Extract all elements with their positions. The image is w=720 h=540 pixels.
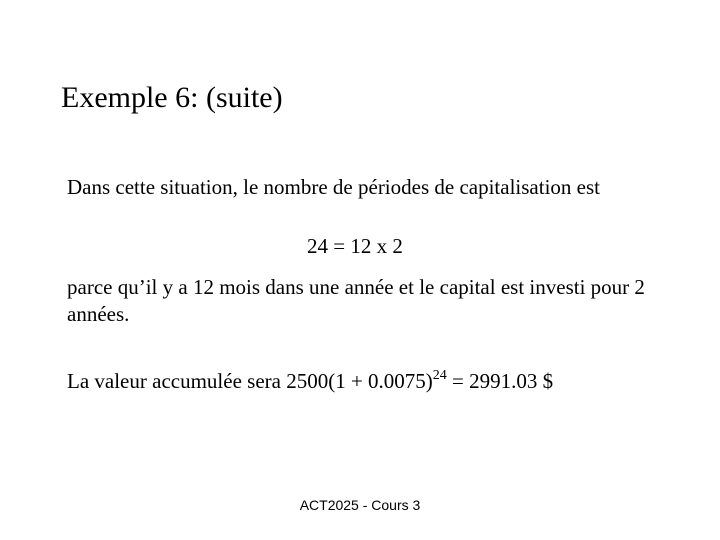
accumulated-value-line xyxy=(67,368,677,395)
accumulated-value-prefix: La valeur accumulée sera 2500(1 + 0.0075) xyxy=(67,369,433,393)
paragraph-periods: Dans cette situation, le nombre de périodes de capitalisation est xyxy=(67,175,600,199)
periods-equation: 24 = 12 x 2 xyxy=(307,234,403,258)
accumulated-value-exponent: 24 xyxy=(432,368,447,383)
slide-title: Exemple 6: (suite) xyxy=(61,81,283,114)
accumulated-value-suffix: = 2991.03 $ xyxy=(446,369,554,393)
paragraph-explanation: parce qu’il y a 12 mois dans une année et le capital est investi pour 2 années. xyxy=(67,275,645,326)
slide-footer: ACT2025 - Cours 3 xyxy=(299,497,421,513)
